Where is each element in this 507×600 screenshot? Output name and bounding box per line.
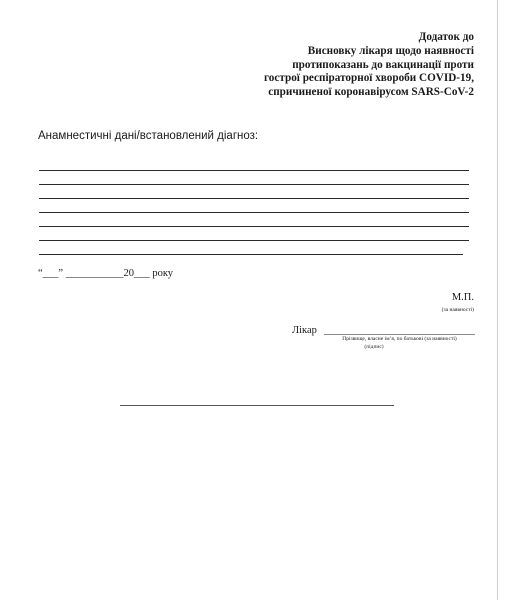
anamnesis-line[interactable] — [39, 198, 469, 199]
doctor-name-field[interactable] — [324, 334, 475, 335]
anamnesis-line[interactable] — [39, 184, 469, 185]
anamnesis-line[interactable] — [39, 212, 469, 213]
header-line: гострої респіраторної хвороби COVID-19, — [264, 72, 474, 85]
anamnesis-line[interactable] — [39, 226, 469, 227]
doctor-label: Лікар — [292, 325, 317, 336]
bottom-signature-line[interactable] — [120, 405, 394, 406]
document-header — [174, 31, 474, 100]
anamnesis-line[interactable] — [39, 254, 463, 255]
anamnesis-line[interactable] — [39, 170, 469, 171]
page-edge — [497, 0, 498, 600]
doctor-name-caption: Прізвище, власне ім’я, по батькові (за наявності) — [342, 336, 457, 342]
header-line: протипоказань до вакцинації проти — [292, 58, 474, 71]
seal-caption: (за наявності) — [441, 307, 474, 313]
header-line: Додаток до — [418, 31, 474, 43]
anamnesis-label: Анамнестичні дані/встановлений діагноз: — [38, 130, 259, 142]
signature-caption: (підпис) — [364, 344, 384, 350]
seal-label: М.П. — [451, 292, 474, 303]
header-line: спричиненої коронавірусом SARS-CoV-2 — [268, 86, 474, 99]
anamnesis-line[interactable] — [39, 240, 469, 241]
date-field[interactable]: “___” ___________20___ року — [38, 268, 174, 279]
header-line: Висновку лікаря щодо наявності — [307, 44, 474, 57]
